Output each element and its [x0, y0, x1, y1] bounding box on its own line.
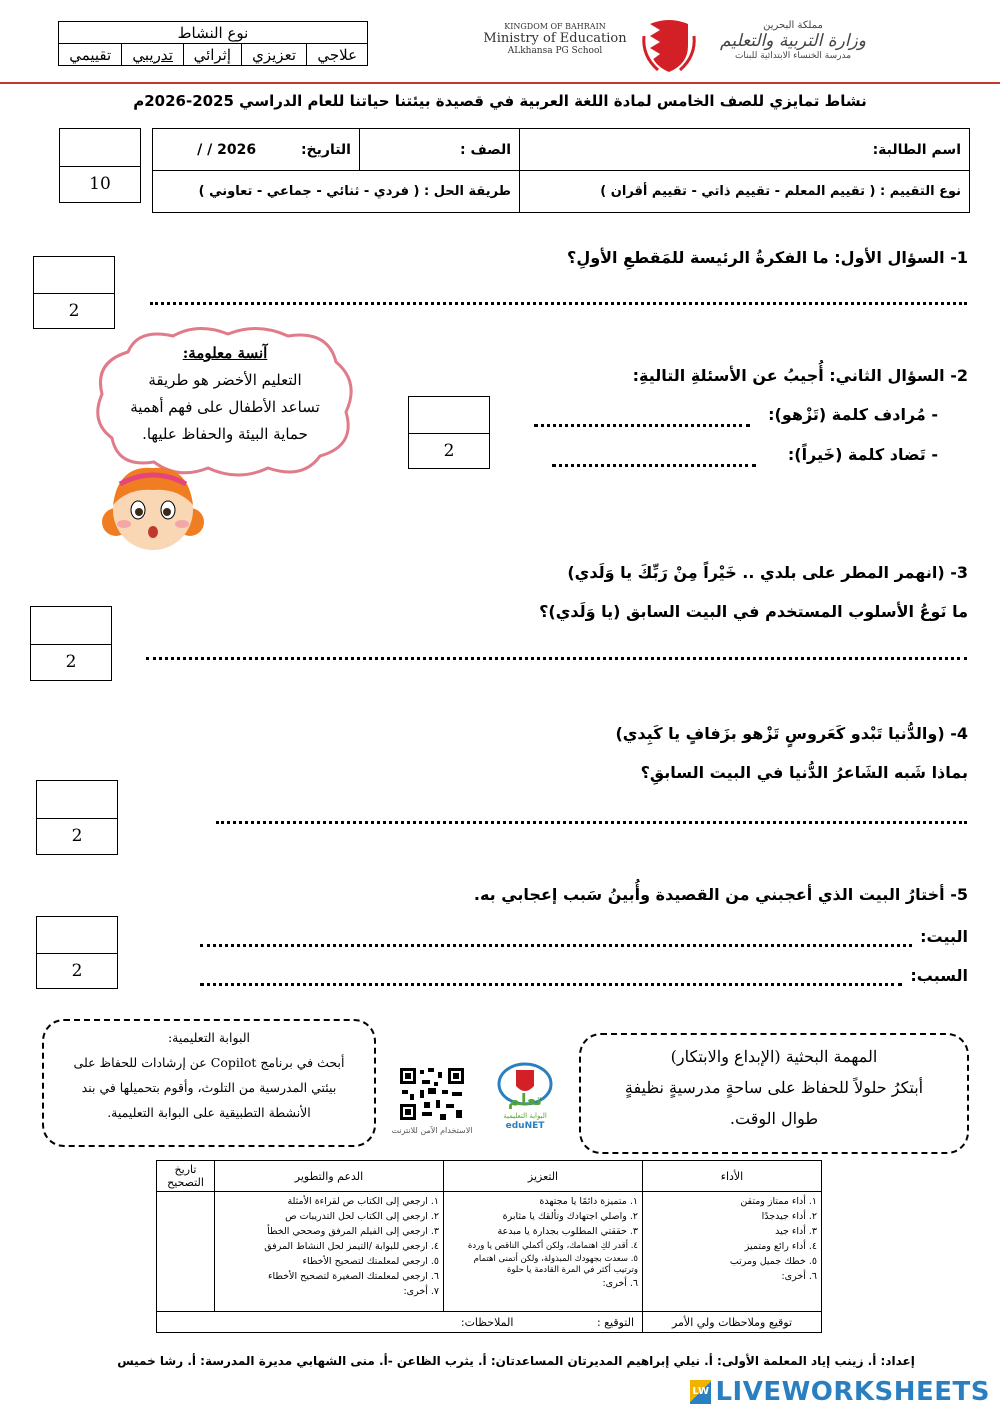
q4-score: 2	[71, 825, 83, 846]
lw-brand: LIVEWORKSHEETS	[715, 1377, 990, 1407]
q3-score: 2	[65, 651, 77, 672]
reinforcement-item[interactable]: ١. متميزة دائمًا يا مجتهدة	[539, 1196, 638, 1207]
header-divider	[0, 82, 1000, 84]
rubric-notes[interactable]: الملاحظات:	[460, 1315, 514, 1329]
fact-title: آنسة معلومة:	[182, 344, 268, 362]
portal-line-3: الأنشطة التطبيقية على البوابة التعليمية.	[107, 1105, 311, 1120]
reinforcement-item[interactable]: ٢. واصلي اجتهادك وتألقك يا مثابرة	[502, 1211, 638, 1222]
total-score: 10	[89, 173, 111, 194]
portal-box	[42, 1019, 376, 1147]
q3-verse: 3- (انهمر المطر على بلدي .. خَيْراً مِنْ رَبِّكَ يا وَلَدي)	[567, 563, 968, 582]
ministry-ar-name: وزارة التربية والتعليم	[720, 31, 866, 51]
q2-sub1-answer-line[interactable]	[534, 424, 750, 427]
correction-date-cell[interactable]	[157, 1192, 215, 1312]
q1-score: 2	[68, 300, 80, 321]
activity-option-reinforcement: تعزيزي	[241, 44, 307, 66]
girl-character-icon	[98, 460, 208, 555]
rubric-signature[interactable]: التوقيع :	[596, 1315, 634, 1329]
activity-option-training: تدريبي	[122, 44, 184, 66]
ministry-ar-kingdom: مملكة البحرين	[763, 20, 823, 31]
q3-answer-line[interactable]	[146, 657, 967, 660]
q2-text: 2- السؤال الثاني: أُجيبُ عن الأسئلةِ التاليةِ:	[632, 366, 968, 385]
performance-item[interactable]: ١. أداء ممتاز ومتقن	[740, 1196, 817, 1207]
performance-item[interactable]: ٤. أداء رائع ومتميز	[744, 1241, 817, 1252]
support-item[interactable]: ٤. ارجعي للبوابة /التيمز لحل النشاط المرفق	[264, 1241, 439, 1252]
ministry-en-name: Ministry of Education	[483, 31, 627, 46]
credits-line: إعداد: أ. زينب إياد المعلمة الأولى: أ. نيلي إبراهيم المديرتان المساعدتان: أ. يثرب الظاعن -أ. منى الشهابي مديرة المدرسة: أ. رشا خميس	[117, 1354, 915, 1368]
q3-score-box	[30, 606, 112, 681]
reinforcement-item[interactable]: ٥. سعدت بجهودك المبذولة، ولكن أتمنى اهتمام وترتيب أكثر في المرة القادمة يا حلوة	[473, 1254, 638, 1275]
reinforcement-item[interactable]: ٦. أخرى:	[602, 1278, 638, 1289]
feedback-rubric	[156, 1160, 822, 1333]
q5-verse-label: البيت:	[920, 927, 968, 946]
solution-method: طريقة الحل : ( فردي - ثنائي - جماعي - تعاوني )	[153, 171, 520, 213]
q5-text: 5- أختارُ البيت الذي أعجبني من القصيدة وأُبينُ سَبب إعجابي به.	[473, 885, 968, 904]
q5-reason-label: السبب:	[910, 966, 968, 985]
performance-item[interactable]: ٢. أداء جيدجدًا	[761, 1211, 817, 1222]
student-info-table	[152, 128, 970, 213]
bahrain-emblem-icon	[640, 16, 698, 74]
performance-item[interactable]: ٥. خطك جميل ومرتب	[729, 1256, 817, 1267]
q4-score-box	[36, 780, 118, 855]
q1-score-box	[33, 256, 115, 329]
performance-item[interactable]: ٦. أخرى:	[781, 1271, 817, 1282]
q1-answer-line[interactable]	[150, 302, 967, 305]
qr-code-icon	[398, 1066, 466, 1122]
portal-line-1: أبحث في برنامج Copilot عن إرشادات للحفاظ على	[73, 1055, 345, 1070]
activity-type-title: نوع النشاط	[59, 22, 368, 44]
support-item[interactable]: ٥. ارجعي لمعلمتك لتصحيح الأخطاء	[302, 1256, 439, 1267]
fact-bubble-text	[100, 340, 350, 448]
date-label: التاريخ:	[300, 141, 351, 158]
q2-sub2-answer-line[interactable]	[552, 464, 756, 467]
assessment-type: نوع التقييم : ( تقييم المعلم - تقييم ذاتي - تقييم أقران )	[520, 171, 970, 213]
lw-badge-icon: LW	[690, 1380, 711, 1404]
support-item[interactable]: ٢. ارجعي إلى الكتاب لحل التدريبات ص	[285, 1211, 439, 1222]
edunet-ar: تعلم	[507, 1090, 543, 1109]
page-title: نشاط تمايزي للصف الخامس لمادة اللغة العربية في قصيدة بيئتنا حياتنا للعام الدراسي 2025-2026م	[133, 92, 867, 110]
q5-score-box	[36, 916, 118, 989]
research-line-1: أبتكرُ حلولاً للحفاظ على ساحةٍ مدرسيةٍ نظيفةٍ	[624, 1078, 924, 1097]
edunet-sub: البوابة التعليمية	[503, 1112, 547, 1120]
qr-caption: الاستخدام الآمن للانترنت	[391, 1126, 473, 1135]
q5-score: 2	[71, 960, 83, 981]
reinforcement-item[interactable]: ٤. أقدر لكِ اهتمامك، ولكن أكملي الناقص يا وردة	[467, 1241, 638, 1251]
liveworksheets-watermark[interactable]	[690, 1376, 990, 1408]
ministry-ar	[708, 20, 878, 61]
q2-score: 2	[443, 440, 455, 461]
research-title: المهمة البحثية (الإبداع والابتكار)	[670, 1047, 878, 1066]
class-field[interactable]: الصف :	[360, 129, 520, 171]
support-item[interactable]: ٣. ارجعي إلى الفيلم المرفق وصححي الخطأ	[267, 1226, 439, 1237]
q2-score-box	[408, 396, 490, 469]
ministry-en-kingdom: KINGDOM OF BAHRAIN	[504, 22, 606, 31]
q4-answer-line[interactable]	[216, 821, 967, 824]
q2-sub2: - تَضاد كلمة (خَيراً):	[787, 445, 938, 464]
fact-line-3: حماية البيئة والحفاظ عليها.	[142, 425, 308, 443]
q5-reason-answer-line[interactable]	[200, 983, 902, 986]
rubric-parent-signature[interactable]: توقيع وملاحظات ولي الأمر	[643, 1312, 822, 1333]
ministry-en-school: ALkhansa PG School	[507, 46, 603, 56]
activity-option-enrichment: إثرائي	[183, 44, 241, 66]
activity-option-assessment: تقييمي	[59, 44, 122, 66]
q3-text: ما نَوعُ الأسلوب المستخدم في البيت السابق (يا وَلَدي)؟	[539, 602, 968, 621]
date-field[interactable]: 2026 / /	[197, 141, 257, 158]
activity-option-remedial: علاجي	[307, 44, 368, 66]
support-item[interactable]: ٦. ارجعي لمعلمتك الصغيرة لتصحيح الأخطاء	[268, 1271, 439, 1282]
student-name-field[interactable]: اسم الطالبة:	[520, 129, 970, 171]
research-box	[579, 1033, 969, 1154]
fact-line-1: التعليم الأخضر هو طريقة	[148, 371, 302, 389]
support-item[interactable]: ١. ارجعي إلى الكتاب ص لقراءة الأمثلة	[287, 1196, 439, 1207]
rubric-header-support: الدعم والتطوير	[215, 1161, 444, 1192]
q4-text: بماذا شَبه الشَاعرُ الدُّنيا في البيت السابقِ؟	[640, 763, 968, 782]
performance-item[interactable]: ٣. أداء جيد	[775, 1226, 817, 1237]
research-line-2: طوال الوقت.	[729, 1109, 819, 1128]
portal-title: البوابة التعليمية:	[167, 1030, 251, 1045]
rubric-header-date: تاريخ التصحيح	[157, 1161, 215, 1192]
ministry-en	[470, 22, 640, 56]
ministry-ar-school: مدرسة الخنساء الابتدائية للبنات	[734, 51, 852, 61]
total-score-box	[59, 128, 141, 203]
rubric-header-performance: الأداء	[643, 1161, 822, 1192]
q4-verse: 4- (والدُّنيا تَبْدو كَعَروسٍ تَزْهو بزَفافٍ يا كَبِدي)	[615, 724, 968, 743]
rubric-header-reinforcement: التعزيز	[444, 1161, 643, 1192]
q5-verse-answer-line[interactable]	[200, 944, 912, 947]
q2-sub1: - مُرادف كلمة (تَزْهو):	[768, 405, 938, 424]
edunet-en: eduNET	[505, 1121, 545, 1131]
q1-text: 1- السؤال الأول: ما الفكرةُ الرئيسة للمَقطعِ الأولِ؟	[567, 248, 968, 267]
fact-line-2: تساعد الأطفال على فهم أهمية	[130, 398, 320, 416]
portal-line-2: بيئتي المدرسية من التلوث، وأقوم بتحميلها في بند	[81, 1080, 337, 1095]
reinforcement-item[interactable]: ٣. حققتي المطلوب بجدارة يا مبدعة	[497, 1226, 638, 1237]
activity-type-table	[58, 21, 368, 66]
support-item[interactable]: ٧. أخرى:	[403, 1286, 439, 1297]
